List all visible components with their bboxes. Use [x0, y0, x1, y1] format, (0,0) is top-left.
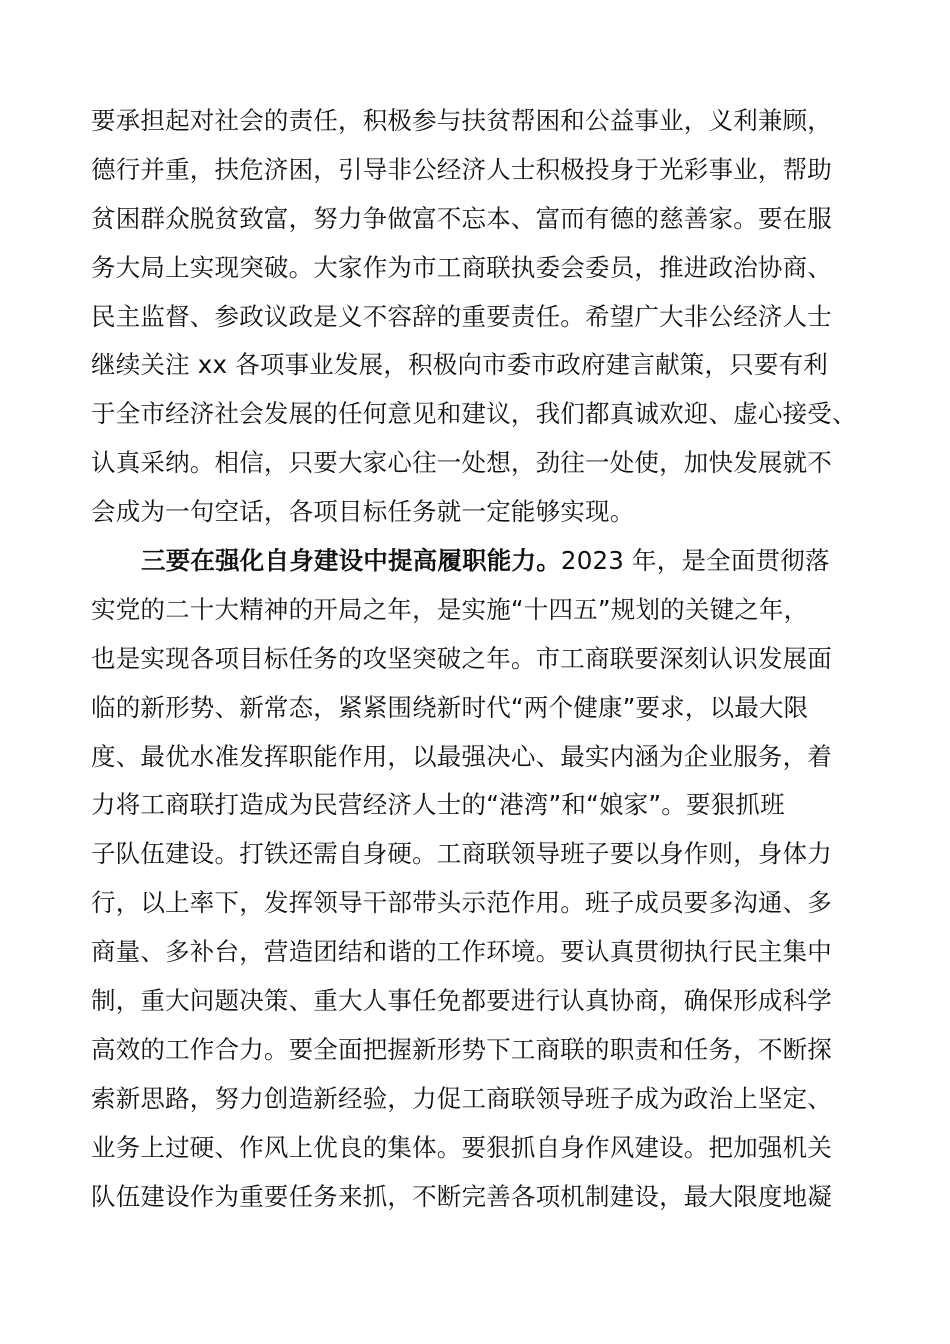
text-line: 要承担起对社会的责任，积极参与扶贫帮困和公益事业，义利兼顾， [91, 106, 832, 135]
text-line: 商量、多补台，营造团结和谐的工作环境。要认真贯彻执行民主集中 [91, 937, 832, 967]
text-line: 会成为一句空话，各项目标任务就一定能够实现。 [91, 497, 635, 527]
body-text [91, 97, 891, 1221]
text-line: 认真采纳。相信，只要大家心往一处想，劲往一处使，加快发展就不 [91, 448, 832, 478]
text-line: 索新思路，努力创造新经验，力促工商联领导班子成为政治上坚定、 [91, 1083, 832, 1113]
text-line: 力将工商联打造成为民营经济人士的“港湾”和“娘家”。要狠抓班 [91, 790, 785, 820]
text-line: 继续关注 xx 各项事业发展，积极向市委市政府建言献策，只要有利 [91, 350, 828, 380]
text-line: 制，重大问题决策、重大人事任免都要进行认真协商，确保形成科学 [91, 986, 832, 1016]
text-line: 队伍建设作为重要任务来抓，不断完善各项机制建设，最大限度地凝 [91, 1181, 832, 1211]
text-line: 务大局上实现突破。大家作为市工商联执委会委员，推进政治协商、 [91, 252, 832, 282]
text-line: 民主监督、参政议政是义不容辞的重要责任。希望广大非公经济人士 [91, 301, 832, 331]
text-line: 实党的二十大精神的开局之年，是实施“十四五”规划的关键之年， [91, 594, 809, 624]
text-line: 业务上过硬、作风上优良的集体。要狠抓自身作风建设。把加强机关 [91, 1132, 832, 1162]
paragraph-start-line [91, 537, 891, 586]
text-line: 行，以上率下，发挥领导干部带头示范作用。班子成员要多沟通、多 [91, 888, 832, 918]
text-line: 也是实现各项目标任务的攻坚突破之年。市工商联要深刻认识发展面 [91, 643, 832, 673]
paragraph-heading: 三要在强化自身建设中提高履职能力。 [141, 546, 561, 576]
text-line: 高效的工作合力。要全面把握新形势下工商联的职责和任务，不断探 [91, 1034, 832, 1064]
text-line: 临的新形势、新常态，紧紧围绕新时代“两个健康”要求，以最大限 [91, 692, 809, 722]
text-line: 贫困群众脱贫致富，努力争做富不忘本、富而有德的慈善家。要在服 [91, 203, 832, 233]
paragraph-first-line-rest: 2023 年，是全面贯彻落 [560, 546, 830, 576]
text-line: 于全市经济社会发展的任何意见和建议，我们都真诚欢迎、虚心接受、 [91, 399, 857, 429]
text-line: 德行并重，扶危济困，引导非公经济人士积极投身于光彩事业，帮助 [91, 154, 832, 184]
text-line: 度、最优水准发挥职能作用，以最强决心、最实内涵为企业服务，着 [91, 741, 832, 771]
text-line: 子队伍建设。打铁还需自身硬。工商联领导班子要以身作则，身体力 [91, 839, 832, 869]
